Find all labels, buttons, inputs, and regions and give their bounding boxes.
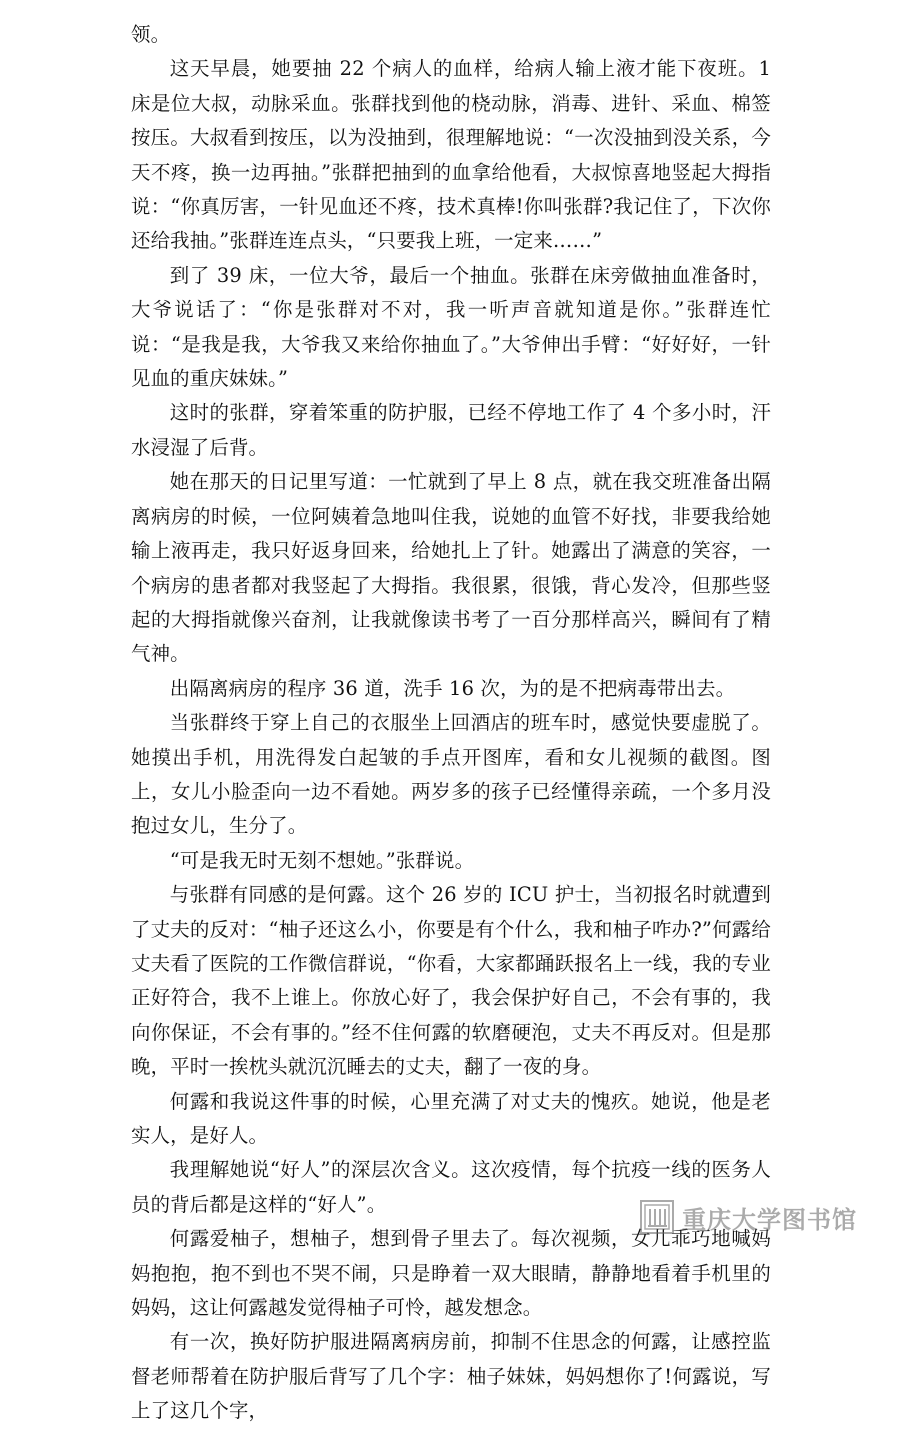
paragraph: 何露爱柚子，想柚子，想到骨子里去了。每次视频，女儿乖巧地喊妈妈抱抱，抱不到也不哭不闹，只是睁着一双大眼睛，静静地看着手机里的妈妈，这让何露越发觉得柚子可怜，越发想念。 (131, 1227, 771, 1320)
paragraph: 这天早晨，她要抽 22 个病人的血样，给病人输上液才能下夜班。1 床是位大叔，动脉采血。张群找到他的桡动脉，消毒、进针、采血、棉签按压。大叔看到按压，以为没抽到，很理解地说：“一次没抽到没关系，今天不疼，换一边再抽。”张群把抽到的血拿给他看，大叔惊喜地竖起大拇指说：“你真厉害，一针见血还不疼，技术真棒!你叫张群?我记住了，下次你还给我抽。”张群连连点头，“只要我上班，一定来……” (131, 57, 771, 253)
paragraph: 与张群有同感的是何露。这个 26 岁的 ICU 护士，当初报名时就遭到了丈夫的反对：“柚子还这么小，你要是有个什么，我和柚子咋办?”何露给丈夫看了医院的工作微信群说，“你看，大家都踊跃报名上一线，我的专业正好符合，我不上谁上。你放心好了，我会保护好自己，不会有事的，我向你保证，不会有事的。”经不住何露的软磨硬泡，丈夫不再反对。但是那晚，平时一挨枕头就沉沉睡去的丈夫，翻了一夜的身。 (131, 883, 771, 1079)
library-logo-icon (640, 1200, 674, 1234)
paragraph: 当张群终于穿上自己的衣服坐上回酒店的班车时，感觉快要虚脱了。她摸出手机，用洗得发白起皱的手点开图库，看和女儿视频的截图。图上，女儿小脸歪向一边不看她。两岁多的孩子已经懂得亲疏，一个多月没抱过女儿，生分了。 (131, 711, 771, 838)
paragraph: 到了 39 床，一位大爷，最后一个抽血。张群在床旁做抽血准备时，大爷说话了：“你是张群对不对，我一听声音就知道是你。”张群连忙说：“是我是我，大爷我又来给你抽血了。”大爷伸出手臂：“好好好，一针见血的重庆妹妹。” (131, 263, 771, 391)
paragraph: 有一次，换好防护服进隔离病房前，抑制不住思念的何露，让感控监督老师帮着在防护服后背写了几个字：柚子妹妹，妈妈想你了!何露说，写上了这几个字， (131, 1330, 771, 1423)
paragraph: 出隔离病房的程序 36 道，洗手 16 次，为的是不把病毒带出去。 (169, 676, 736, 700)
paragraph: 领。 (131, 23, 171, 46)
paragraph: 她在那天的日记里写道：一忙就到了早上 8 点，就在我交班准备出隔离病房的时候，一位阿姨着急地叫住我，说她的血管不好找，非要我给她输上液再走，我只好返身回来，给她扎上了针。她露出了满意的笑容，一个病房的患者都对我竖起了大拇指。我很累，很饿，背心发冷，但那些竖起的大拇指就像兴奋剂，让我就像读书考了一百分那样高兴，瞬间有了精气神。 (131, 470, 771, 666)
paragraph: “可是我无时无刻不想她。”张群说。 (169, 848, 475, 872)
paragraph: 这时的张群，穿着笨重的防护服，已经不停地工作了 4 个多小时，汗水浸湿了后背。 (131, 401, 771, 459)
paragraph: 我理解她说“好人”的深层次含义。这次疫情，每个抗疫一线的医务人员的背后都是这样的“好人”。 (131, 1158, 771, 1216)
paragraph: 何露和我说这件事的时候，心里充满了对丈夫的愧疚。她说，他是老实人，是好人。 (131, 1089, 771, 1147)
library-watermark (640, 1196, 857, 1238)
watermark-text: 重庆大学图书馆 (682, 1205, 857, 1234)
